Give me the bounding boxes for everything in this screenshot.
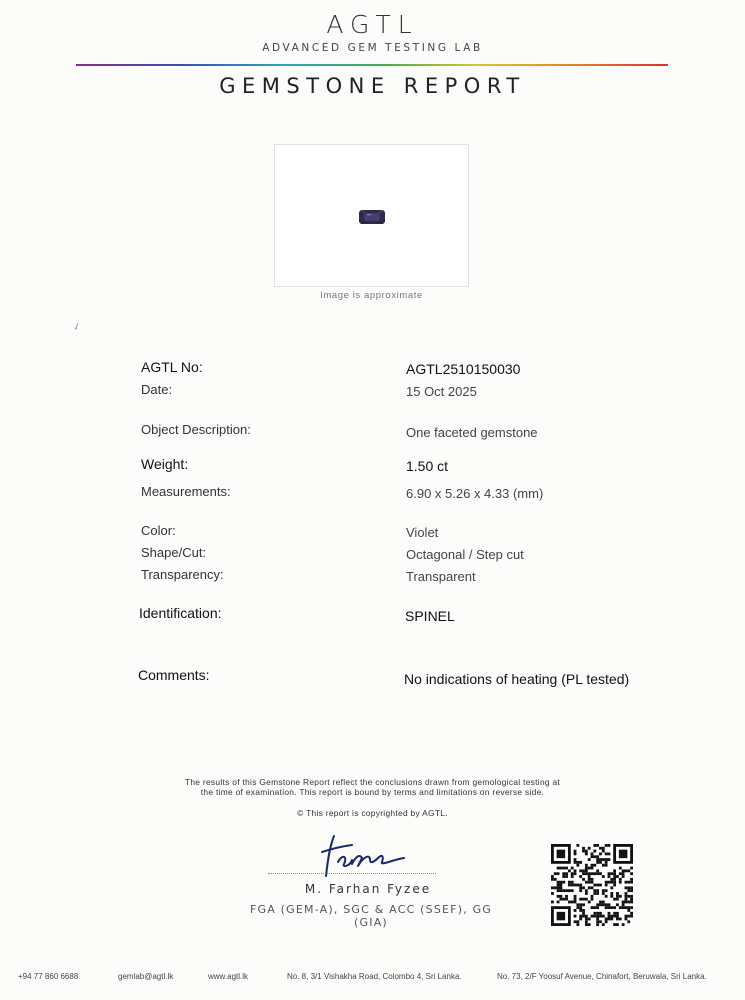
measurements-value: 6.90 x 5.26 x 4.33 (mm) [406, 486, 544, 501]
date-value: 15 Oct 2025 [406, 384, 477, 399]
signature-line [268, 873, 436, 874]
comments-label: Comments: [138, 667, 210, 683]
signatory-qualifications: FGA (GEM-A), SGC & ACC (SSEF), GG (GIA) [249, 903, 493, 929]
footer-address-beruwala: No. 73, 2/F Yoosuf Avenue, Chinafort, Beruwala, Sri Lanka. [497, 972, 707, 981]
object-description-value: One faceted gemstone [406, 425, 538, 440]
footer-email: gemlab@agtl.lk [118, 972, 174, 981]
spectrum-divider [76, 64, 668, 66]
copyright-notice: © This report is copyrighted by AGTL. [297, 808, 448, 818]
shape-cut-label: Shape/Cut: [141, 545, 207, 560]
disclaimer-line-2: the time of examination. This report is bound by terms and limitations on reverse side. [200, 787, 545, 797]
image-caption: Image is approximate [320, 290, 423, 301]
weight-label: Weight: [141, 456, 189, 472]
lab-logo-name: AGTL [326, 10, 419, 39]
disclaimer-line-1: The results of this Gemstone Report reflect the conclusions drawn from gemological testing at [184, 777, 561, 787]
qr-code[interactable] [551, 844, 633, 926]
lab-full-name: ADVANCED GEM TESTING LAB [262, 42, 483, 54]
gem-table-facet [364, 213, 380, 221]
report-title: GEMSTONE REPORT [219, 74, 526, 98]
transparency-value: Transparent [406, 569, 476, 584]
weight-value: 1.50 ct [406, 458, 449, 474]
identification-label: Identification: [139, 605, 222, 621]
transparency-label: Transparency: [141, 567, 224, 582]
footer-website: www.agtl.lk [208, 972, 249, 981]
agtl-no-value: AGTL2510150030 [406, 361, 521, 377]
agtl-no-label: AGTL No: [141, 359, 203, 375]
measurements-label: Measurements: [141, 484, 231, 499]
check-mark-icon: ✓ [71, 320, 84, 335]
color-label: Color: [141, 523, 176, 538]
comments-value: No indications of heating (PL tested) [404, 671, 630, 687]
signatory-name: M. Farhan Fyzee [304, 882, 432, 896]
footer-address-colombo: No. 8, 3/1 Vishakha Road, Colombo 4, Sri Lanka. [287, 972, 462, 981]
date-label: Date: [141, 382, 173, 397]
shape-cut-value: Octagonal / Step cut [406, 547, 524, 562]
identification-value: SPINEL [405, 608, 455, 624]
footer-phone: +94 77 860 6688 [18, 972, 79, 981]
gem-image [275, 145, 470, 288]
gem-photo-frame [274, 144, 469, 287]
color-value: Violet [406, 525, 439, 540]
object-description-label: Object Description: [141, 422, 251, 437]
